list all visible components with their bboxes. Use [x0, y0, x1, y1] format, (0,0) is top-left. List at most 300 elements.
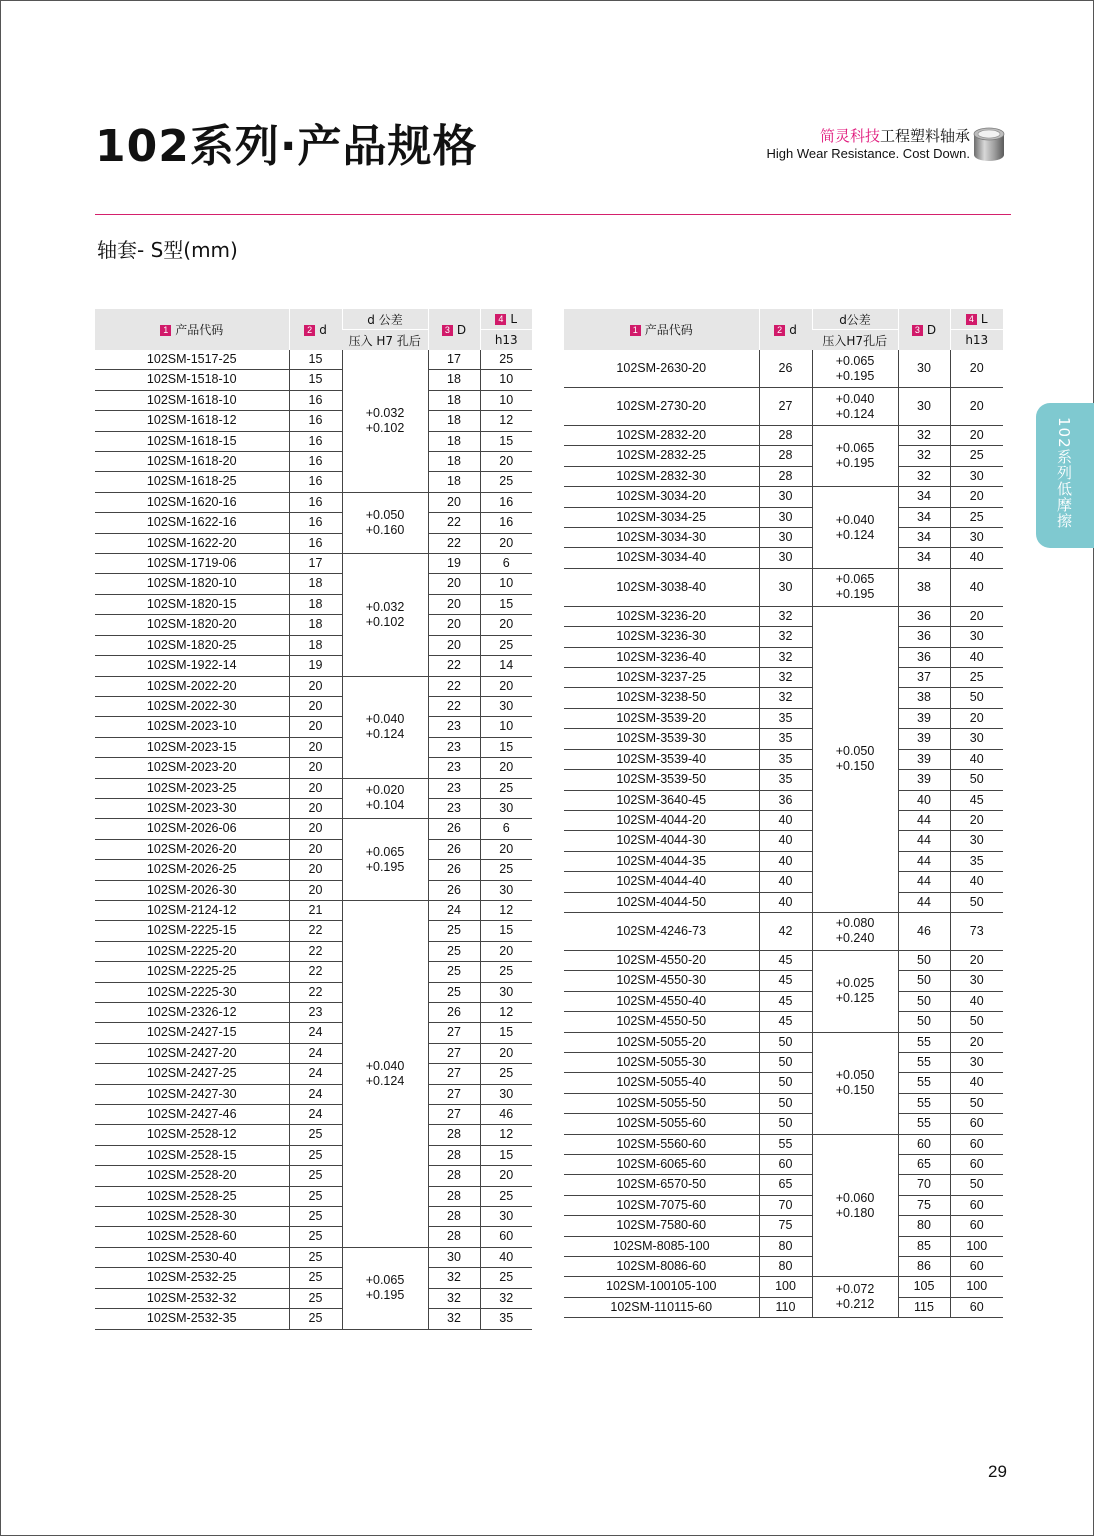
cell-L: 15 — [480, 737, 532, 757]
cell-d: 18 — [289, 594, 342, 614]
table-row — [95, 982, 532, 1002]
cell-product-code: 102SM-2026-30 — [95, 880, 289, 900]
cell-D: 24 — [428, 900, 480, 920]
number-badge: 3 — [442, 325, 453, 336]
table-row — [95, 656, 532, 676]
cell-d: 36 — [759, 790, 812, 810]
cell-tolerance — [812, 1032, 898, 1134]
brand-block — [766, 126, 970, 162]
cell-L: 20 — [480, 758, 532, 778]
cell-L: 10 — [480, 370, 532, 390]
cell-L: 14 — [480, 656, 532, 676]
cell-D: 85 — [898, 1236, 950, 1256]
cell-D: 22 — [428, 533, 480, 553]
cell-product-code: 102SM-1622-20 — [95, 533, 289, 553]
table-row — [95, 350, 532, 370]
cell-tolerance — [342, 900, 428, 1247]
tolerance-value: +0.050 — [835, 744, 875, 759]
cell-product-code: 102SM-3034-40 — [564, 548, 759, 568]
cell-L: 25 — [480, 472, 532, 492]
cell-d: 22 — [289, 941, 342, 961]
cell-product-code: 102SM-8085-100 — [564, 1236, 759, 1256]
cell-d: 30 — [759, 548, 812, 568]
cell-product-code: 102SM-3034-25 — [564, 507, 759, 527]
spec-table-right — [564, 309, 1003, 1318]
cell-D: 28 — [428, 1186, 480, 1206]
cell-D: 34 — [898, 507, 950, 527]
cell-d: 24 — [289, 1064, 342, 1084]
cell-d: 25 — [289, 1125, 342, 1145]
cell-d: 22 — [289, 962, 342, 982]
tolerance-value: +0.050 — [835, 1068, 875, 1083]
col-header-D — [898, 309, 950, 350]
cell-D: 80 — [898, 1216, 950, 1236]
cell-D: 32 — [428, 1268, 480, 1288]
cell-product-code: 102SM-2528-20 — [95, 1166, 289, 1186]
cell-D: 23 — [428, 758, 480, 778]
cell-product-code: 102SM-4246-73 — [564, 912, 759, 950]
table-row — [95, 370, 532, 390]
cell-product-code: 102SM-5055-50 — [564, 1093, 759, 1113]
spec-table-left — [95, 309, 532, 1330]
table-row — [564, 668, 1003, 688]
cell-product-code: 102SM-2023-30 — [95, 798, 289, 818]
table-row — [95, 880, 532, 900]
table-row — [564, 749, 1003, 769]
cell-product-code: 102SM-1517-25 — [95, 350, 289, 370]
cell-L: 16 — [480, 513, 532, 533]
cell-d: 30 — [759, 568, 812, 606]
cell-d: 26 — [759, 350, 812, 388]
tolerance-value: +0.072 — [835, 1282, 875, 1297]
cell-D: 115 — [898, 1297, 950, 1317]
brand-name — [766, 126, 970, 146]
table-row — [564, 350, 1003, 388]
table-row — [564, 872, 1003, 892]
cell-L: 35 — [950, 851, 1003, 871]
table-row — [564, 568, 1003, 606]
cell-D: 25 — [428, 941, 480, 961]
cell-tolerance — [812, 568, 898, 606]
section-subtitle: 轴套- S型(mm) — [97, 238, 238, 262]
table-row — [95, 778, 532, 798]
cell-d: 20 — [289, 819, 342, 839]
table-row — [564, 507, 1003, 527]
cell-d: 21 — [289, 900, 342, 920]
cell-L: 12 — [480, 900, 532, 920]
cell-product-code: 102SM-2832-20 — [564, 426, 759, 446]
table-row — [95, 635, 532, 655]
table-row — [564, 892, 1003, 912]
cell-L: 20 — [480, 1043, 532, 1063]
cell-product-code: 102SM-1922-14 — [95, 656, 289, 676]
cell-product-code: 102SM-100105-100 — [564, 1277, 759, 1297]
cell-D: 39 — [898, 708, 950, 728]
col-header-tolerance: d公差 — [812, 309, 898, 330]
cell-D: 36 — [898, 606, 950, 626]
cell-L: 30 — [950, 971, 1003, 991]
cell-product-code: 102SM-2528-12 — [95, 1125, 289, 1145]
table-row — [564, 912, 1003, 950]
cell-L: 40 — [480, 1247, 532, 1267]
table-row — [564, 971, 1003, 991]
tolerance-value: +0.065 — [365, 844, 405, 859]
cell-d: 20 — [289, 860, 342, 880]
cell-d: 27 — [759, 388, 812, 426]
cell-product-code: 102SM-1820-15 — [95, 594, 289, 614]
cell-L: 20 — [950, 708, 1003, 728]
table-row — [564, 426, 1003, 446]
cell-d: 65 — [759, 1175, 812, 1195]
cell-L: 20 — [950, 606, 1003, 626]
cell-product-code: 102SM-2225-20 — [95, 941, 289, 961]
table-row — [95, 1003, 532, 1023]
cell-D: 27 — [428, 1105, 480, 1125]
cell-product-code: 102SM-2225-15 — [95, 921, 289, 941]
cell-D: 22 — [428, 676, 480, 696]
tolerance-value: +0.080 — [835, 916, 875, 931]
cell-product-code: 102SM-2832-25 — [564, 446, 759, 466]
cell-L: 73 — [950, 912, 1003, 950]
tolerance-value: +0.040 — [835, 512, 875, 527]
cell-L: 15 — [480, 594, 532, 614]
cell-product-code: 102SM-3236-20 — [564, 606, 759, 626]
cell-d: 20 — [289, 778, 342, 798]
cell-L: 50 — [950, 1175, 1003, 1195]
cell-L: 50 — [950, 688, 1003, 708]
tolerance-value: +0.065 — [835, 441, 875, 456]
cell-product-code: 102SM-2026-20 — [95, 839, 289, 859]
cell-D: 27 — [428, 1084, 480, 1104]
cell-product-code: 102SM-1820-20 — [95, 615, 289, 635]
cell-L: 15 — [480, 1023, 532, 1043]
cell-D: 44 — [898, 892, 950, 912]
cell-L: 20 — [480, 1166, 532, 1186]
cell-L: 25 — [950, 446, 1003, 466]
table-row — [564, 647, 1003, 667]
cell-product-code: 102SM-4044-20 — [564, 810, 759, 830]
cell-product-code: 102SM-7075-60 — [564, 1195, 759, 1215]
table-row — [564, 446, 1003, 466]
col-header-L — [950, 309, 1003, 330]
cell-L: 15 — [480, 431, 532, 451]
cell-D: 18 — [428, 370, 480, 390]
cell-D: 30 — [898, 388, 950, 426]
table-row — [95, 513, 532, 533]
cell-D: 28 — [428, 1207, 480, 1227]
tolerance-value: +0.195 — [835, 456, 875, 471]
cell-L: 30 — [950, 729, 1003, 749]
cell-L: 20 — [950, 950, 1003, 970]
cell-d: 30 — [759, 528, 812, 548]
table-row — [564, 851, 1003, 871]
side-tab-label: 102系列低摩擦 — [1055, 417, 1073, 529]
cell-d: 24 — [289, 1084, 342, 1104]
cell-D: 50 — [898, 971, 950, 991]
cell-product-code: 102SM-1618-12 — [95, 411, 289, 431]
table-row — [95, 1247, 532, 1267]
cell-d: 25 — [289, 1309, 342, 1329]
page-title: 102系列·产品规格 — [95, 121, 478, 172]
cell-L: 60 — [950, 1297, 1003, 1317]
number-badge: 1 — [630, 325, 641, 336]
cell-d: 20 — [289, 798, 342, 818]
cell-product-code: 102SM-3539-20 — [564, 708, 759, 728]
cell-product-code: 102SM-2225-30 — [95, 982, 289, 1002]
table-row — [95, 798, 532, 818]
cell-L: 25 — [480, 350, 532, 370]
cell-d: 28 — [759, 446, 812, 466]
cell-D: 32 — [898, 426, 950, 446]
cell-D: 19 — [428, 554, 480, 574]
cell-d: 40 — [759, 810, 812, 830]
cell-L: 30 — [950, 627, 1003, 647]
cell-L: 20 — [480, 615, 532, 635]
number-badge: 4 — [966, 314, 977, 325]
header-d-label: d — [319, 322, 327, 337]
tolerance-value: +0.160 — [365, 522, 405, 537]
table-row — [564, 729, 1003, 749]
cell-d: 15 — [289, 350, 342, 370]
cell-D: 50 — [898, 950, 950, 970]
table-row — [564, 991, 1003, 1011]
cell-D: 46 — [898, 912, 950, 950]
table-row — [564, 770, 1003, 790]
cell-product-code: 102SM-5055-20 — [564, 1032, 759, 1052]
cell-d: 75 — [759, 1216, 812, 1236]
table-row — [95, 1043, 532, 1063]
cell-tolerance — [812, 912, 898, 950]
cell-d: 35 — [759, 770, 812, 790]
col-subheader-L: h13 — [480, 330, 532, 351]
cell-product-code: 102SM-3034-30 — [564, 528, 759, 548]
tolerance-value: +0.025 — [835, 976, 875, 991]
cell-product-code: 102SM-2326-12 — [95, 1003, 289, 1023]
cell-d: 55 — [759, 1134, 812, 1154]
cell-tolerance — [342, 676, 428, 778]
cell-L: 20 — [480, 533, 532, 553]
cell-d: 16 — [289, 411, 342, 431]
cell-d: 25 — [289, 1288, 342, 1308]
cell-D: 28 — [428, 1227, 480, 1247]
cell-product-code: 102SM-3236-40 — [564, 647, 759, 667]
cell-L: 20 — [480, 452, 532, 472]
cell-D: 32 — [428, 1288, 480, 1308]
cell-tolerance — [342, 778, 428, 819]
cell-L: 60 — [950, 1216, 1003, 1236]
cell-D: 20 — [428, 574, 480, 594]
cell-tolerance — [812, 950, 898, 1032]
cell-tolerance — [812, 350, 898, 388]
cell-tolerance — [342, 350, 428, 492]
table-row — [95, 431, 532, 451]
cell-product-code: 102SM-5560-60 — [564, 1134, 759, 1154]
cell-d: 16 — [289, 390, 342, 410]
cell-d: 30 — [759, 507, 812, 527]
cell-product-code: 102SM-2026-25 — [95, 860, 289, 880]
cell-product-code: 102SM-1719-06 — [95, 554, 289, 574]
cell-L: 35 — [480, 1309, 532, 1329]
cell-d: 35 — [759, 749, 812, 769]
cell-product-code: 102SM-4550-30 — [564, 971, 759, 991]
cell-d: 16 — [289, 472, 342, 492]
cell-D: 27 — [428, 1064, 480, 1084]
table-row — [564, 1012, 1003, 1032]
cell-D: 22 — [428, 513, 480, 533]
cell-d: 100 — [759, 1277, 812, 1297]
cell-D: 23 — [428, 737, 480, 757]
col-subheader-L: h13 — [950, 330, 1003, 351]
cell-D: 30 — [428, 1247, 480, 1267]
cell-D: 26 — [428, 839, 480, 859]
cell-L: 60 — [950, 1114, 1003, 1134]
cell-L: 25 — [480, 1268, 532, 1288]
table-row — [564, 1257, 1003, 1277]
table-row — [95, 1064, 532, 1084]
cell-L: 10 — [480, 390, 532, 410]
cell-D: 26 — [428, 819, 480, 839]
cell-product-code: 102SM-2026-06 — [95, 819, 289, 839]
cell-D: 70 — [898, 1175, 950, 1195]
tolerance-value: +0.050 — [365, 507, 405, 522]
table-row — [564, 548, 1003, 568]
cell-tolerance — [342, 492, 428, 553]
table-row — [95, 472, 532, 492]
cell-L: 12 — [480, 1003, 532, 1023]
table-row — [95, 921, 532, 941]
cell-tolerance — [342, 554, 428, 676]
table-row — [95, 594, 532, 614]
cell-d: 16 — [289, 431, 342, 451]
cell-d: 25 — [289, 1207, 342, 1227]
cell-d: 40 — [759, 872, 812, 892]
cell-L: 60 — [950, 1257, 1003, 1277]
cell-d: 25 — [289, 1227, 342, 1247]
cell-L: 30 — [480, 880, 532, 900]
header-d-label: d — [789, 322, 797, 337]
col-header-tolerance: d 公差 — [342, 309, 428, 330]
cell-product-code: 102SM-1820-10 — [95, 574, 289, 594]
cell-D: 75 — [898, 1195, 950, 1215]
table-row — [95, 1023, 532, 1043]
cell-D: 32 — [428, 1309, 480, 1329]
cell-d: 70 — [759, 1195, 812, 1215]
cell-D: 40 — [898, 790, 950, 810]
cell-L: 30 — [480, 798, 532, 818]
cell-L: 60 — [950, 1195, 1003, 1215]
table-row — [564, 528, 1003, 548]
table-row — [564, 466, 1003, 486]
cell-d: 24 — [289, 1043, 342, 1063]
cell-d: 45 — [759, 991, 812, 1011]
cell-D: 32 — [898, 446, 950, 466]
table-row — [95, 1227, 532, 1247]
cell-L: 45 — [950, 790, 1003, 810]
tolerance-value: +0.102 — [365, 614, 405, 629]
cell-d: 25 — [289, 1186, 342, 1206]
cell-product-code: 102SM-2532-32 — [95, 1288, 289, 1308]
side-tab[interactable] — [1036, 403, 1094, 548]
table-row — [95, 1084, 532, 1104]
cell-product-code: 102SM-3539-40 — [564, 749, 759, 769]
cell-D: 34 — [898, 487, 950, 507]
cell-d: 32 — [759, 647, 812, 667]
cell-L: 20 — [480, 839, 532, 859]
cell-product-code: 102SM-1820-25 — [95, 635, 289, 655]
cell-D: 65 — [898, 1155, 950, 1175]
table-row — [564, 1134, 1003, 1154]
brand-accent: 简灵科技 — [819, 127, 880, 145]
tolerance-value: +0.125 — [835, 991, 875, 1006]
cell-D: 18 — [428, 452, 480, 472]
cell-D: 20 — [428, 492, 480, 512]
cell-L: 50 — [950, 770, 1003, 790]
cell-D: 27 — [428, 1043, 480, 1063]
cell-L: 40 — [950, 749, 1003, 769]
cell-L: 25 — [480, 778, 532, 798]
cell-L: 6 — [480, 819, 532, 839]
cell-product-code: 102SM-5055-30 — [564, 1052, 759, 1072]
cell-D: 44 — [898, 831, 950, 851]
cell-d: 110 — [759, 1297, 812, 1317]
cell-d: 16 — [289, 533, 342, 553]
cell-product-code: 102SM-2730-20 — [564, 388, 759, 426]
table-row — [95, 452, 532, 472]
col-header-D — [428, 309, 480, 350]
cell-d: 40 — [759, 831, 812, 851]
cell-D: 20 — [428, 594, 480, 614]
cell-product-code: 102SM-2124-12 — [95, 900, 289, 920]
cell-product-code: 102SM-1618-15 — [95, 431, 289, 451]
table-row — [95, 717, 532, 737]
cell-product-code: 102SM-2022-30 — [95, 696, 289, 716]
header-code-label: 产品代码 — [644, 323, 693, 337]
cell-L: 100 — [950, 1277, 1003, 1297]
cell-d: 40 — [759, 892, 812, 912]
cell-product-code: 102SM-2532-35 — [95, 1309, 289, 1329]
cell-L: 20 — [950, 487, 1003, 507]
table-row — [564, 1195, 1003, 1215]
col-subheader-tolerance: 压入H7孔后 — [812, 330, 898, 351]
tolerance-value: +0.032 — [365, 599, 405, 614]
cell-d: 25 — [289, 1145, 342, 1165]
table-row — [564, 1277, 1003, 1297]
table-row — [564, 1175, 1003, 1195]
cell-D: 55 — [898, 1073, 950, 1093]
cell-d: 25 — [289, 1166, 342, 1186]
cell-product-code: 102SM-2528-15 — [95, 1145, 289, 1165]
cell-product-code: 102SM-1618-10 — [95, 390, 289, 410]
cell-product-code: 102SM-2532-25 — [95, 1268, 289, 1288]
tolerance-value: +0.104 — [365, 798, 405, 813]
table-row — [95, 839, 532, 859]
cell-d: 25 — [289, 1268, 342, 1288]
cell-D: 22 — [428, 696, 480, 716]
cell-L: 46 — [480, 1105, 532, 1125]
cell-product-code: 102SM-6570-50 — [564, 1175, 759, 1195]
cell-D: 34 — [898, 548, 950, 568]
cell-D: 28 — [428, 1145, 480, 1165]
cell-d: 23 — [289, 1003, 342, 1023]
table-row — [95, 1166, 532, 1186]
cell-D: 18 — [428, 390, 480, 410]
cell-D: 22 — [428, 656, 480, 676]
cell-tolerance — [812, 426, 898, 487]
cell-tolerance — [342, 819, 428, 901]
cell-L: 12 — [480, 1125, 532, 1145]
cell-d: 15 — [289, 370, 342, 390]
table-row — [95, 696, 532, 716]
